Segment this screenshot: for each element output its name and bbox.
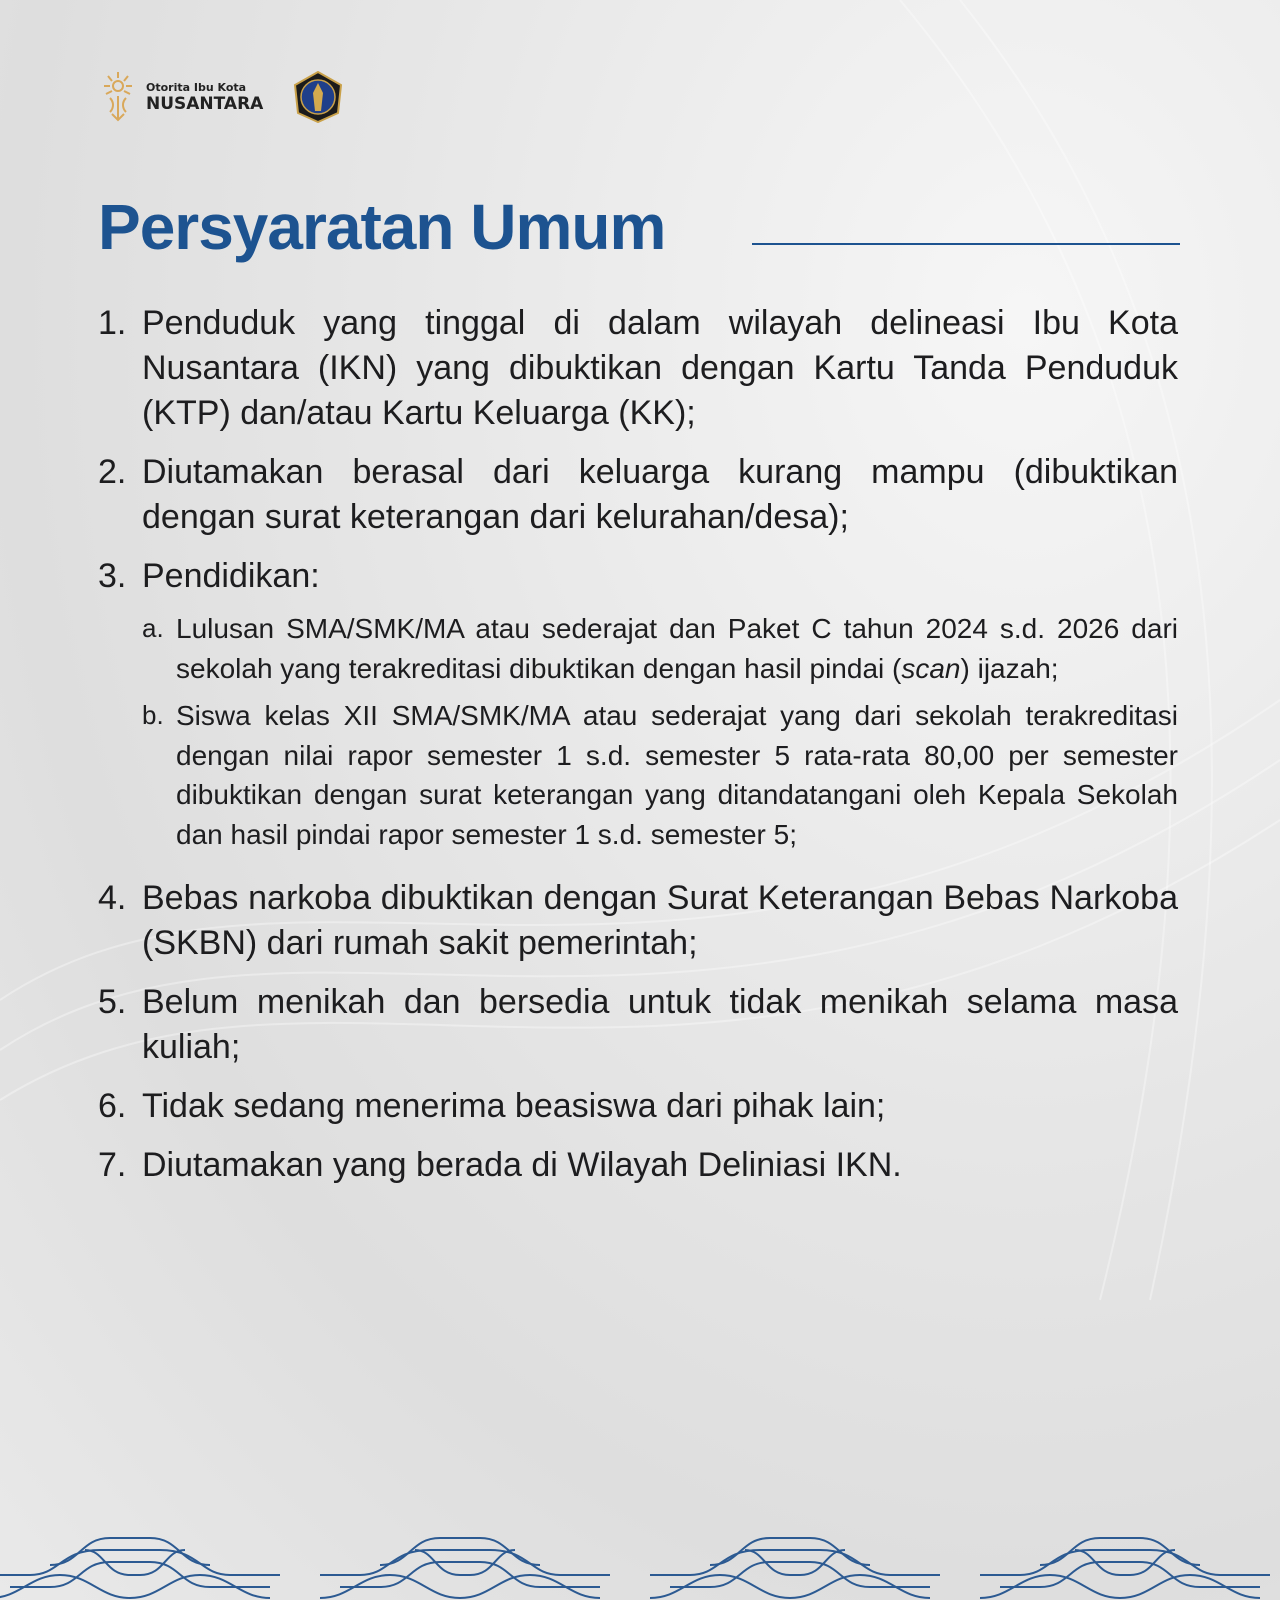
university-seal-icon [293,71,343,123]
sub-item-text: Siswa kelas XII SMA/SMK/MA atau sederajat yang dari sekolah terakreditasi dengan nilai rapor semester 1 s.d. semester 5 rata-rata 80,00 per semester dibuktikan dengan surat keterangan yang ditandatangani oleh Kepala Sekolah dan hasil pindai rapor semester 1 s.d. semester 5; [176,700,1178,850]
item-text: Penduduk yang tinggal di dalam wilayah delineasi Ibu Kota Nusantara (IKN) yang dibuktikan dengan Kartu Tanda Penduduk (KTP) dan/atau Kartu Keluarga (KK); [142,304,1178,432]
item-text: Diutamakan berasal dari keluarga kurang mampu (dibuktikan dengan surat keterangan dari kelurahan/desa); [142,453,1178,536]
header-logos [100,70,343,124]
item-number: 2. [98,453,127,491]
sub-item-italic: scan [901,652,961,684]
item-text: Belum menikah dan bersedia untuk tidak menikah selama masa kuliah; [142,983,1178,1066]
list-item [98,554,1178,862]
sub-item-text-part: Lulusan SMA/SMK/MA atau sederajat dan Paket C tahun 2024 s.d. 2026 dari sekolah yang terakreditasi dibuktikan dengan hasil pindai ( [176,613,1178,684]
item-number: 5. [98,983,127,1021]
sub-item-letter: a. [142,613,164,643]
sub-item-text [176,609,1178,688]
sub-item-text-part: ) ijazah; [960,652,1059,684]
list-item [98,876,1178,966]
requirements-list [98,301,1178,1202]
title-divider [752,243,1180,245]
item-number: 4. [98,879,127,917]
list-item [98,1084,1178,1129]
page-title: Persyaratan Umum [98,191,666,263]
nusantara-logo-icon [100,70,136,124]
list-item [98,301,1178,436]
list-item [98,450,1178,540]
item-number: 7. [98,1146,127,1184]
item-text: Bebas narkoba dibuktikan dengan Surat Keterangan Bebas Narkoba (SKBN) dari rumah sakit pemerintah; [142,879,1178,962]
item-text: Diutamakan yang berada di Wilayah Deliniasi IKN. [142,1146,902,1184]
sub-item [142,696,1178,854]
item-text: Tidak sedang menerima beasiswa dari pihak lain; [142,1087,886,1125]
sub-item-letter: b. [142,700,164,730]
sub-item [142,609,1178,688]
item-number: 6. [98,1087,127,1125]
org-name: NUSANTARA [146,93,264,114]
wave-pattern-decoration [0,1530,1280,1600]
item-text: Pendidikan: [142,557,320,595]
item-number: 3. [98,557,127,595]
list-item [98,1143,1178,1188]
list-item [98,980,1178,1070]
org-name-small: Otorita Ibu Kota [146,80,247,94]
item-number: 1. [98,304,127,342]
